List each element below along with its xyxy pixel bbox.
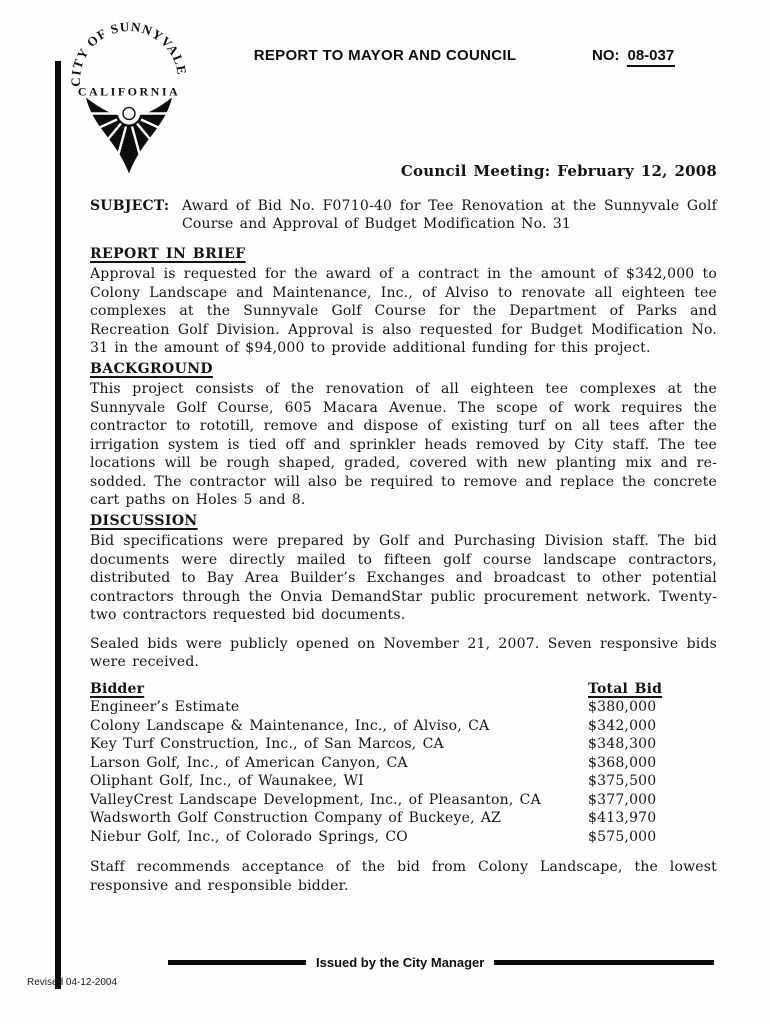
table-row xyxy=(90,772,717,791)
section-background xyxy=(90,360,717,510)
bid-amount: $348,300 xyxy=(588,736,657,752)
bid-amount: $342,000 xyxy=(588,717,657,734)
bidder-name: Niebur Golf, Inc., of Colorado Springs, CO xyxy=(90,828,408,845)
sunnyvale-seal-graphic xyxy=(66,12,192,187)
bid-results-table xyxy=(90,680,717,847)
section-paragraph: Bid specifications were prepared by Golf and Purchasing Division staff. The bid documents were directly mailed to fifteen golf course landscape contractors, distributed to Bay Area Builder’s Exchanges and broadcast to other potential contractors through the Onvia DemandStar public procurement network. Twenty-two contractors requested bid documents. xyxy=(90,533,717,623)
table-row xyxy=(90,791,717,810)
footer-rule-right xyxy=(494,960,714,965)
table-row xyxy=(90,828,717,847)
column-header-bidder: Bidder xyxy=(90,680,145,697)
bid-amount: $413,970 xyxy=(588,810,657,826)
bid-amount: $368,000 xyxy=(588,754,657,771)
council-meeting-line: Council Meeting: February 12, 2008 xyxy=(400,162,717,180)
logo-arc-text: CITY OF SUNNYVALE xyxy=(67,18,190,87)
bid-amount: $377,000 xyxy=(588,791,657,808)
bidder-name: Larson Golf, Inc., of American Canyon, CA xyxy=(90,754,408,771)
bidder-name: ValleyCrest Landscape Development, Inc., of Pleasanton, CA xyxy=(90,791,541,808)
bid-amount: $375,500 xyxy=(588,773,657,789)
document-body xyxy=(90,162,717,895)
issued-by-footer xyxy=(168,955,714,970)
report-number xyxy=(592,47,675,64)
bidder-name: Wadsworth Golf Construction Company of Buckeye, AZ xyxy=(90,810,502,826)
table-row xyxy=(90,698,717,717)
issued-by-text: Issued by the City Manager xyxy=(316,955,485,970)
report-number-value: 08-037 xyxy=(627,47,676,67)
section-paragraph: This project consists of the renovation of all eighteen tee complexes at the Sunnyvale Golf Course, 605 Macara Avenue. The scope of work requires the contractor to rototill, remove and dispose of existing turf on all tees after the irrigation system is tied off and sprinkler heads removed by City staff. The tee locations will be rough shaped, graded, covered with new planting mix and re-sodded. The contractor will also be required to remove and replace the concrete cart paths on Holes 5 and 8. xyxy=(90,381,717,508)
report-number-label: NO: xyxy=(592,47,620,64)
bidder-name: Oliphant Golf, Inc., of Waunakee, WI xyxy=(90,773,364,789)
table-row xyxy=(90,717,717,736)
section-heading: DISCUSSION xyxy=(90,512,198,529)
section-heading: REPORT IN BRIEF xyxy=(90,245,246,262)
subject-line xyxy=(90,197,717,234)
bid-table-header-row xyxy=(90,680,717,699)
subject-text: Award of Bid No. F0710-40 for Tee Renovation at the Sunnyvale Golf Course and Approval of Budget Modification No. 31 xyxy=(182,197,717,232)
bidder-name: Engineer’s Estimate xyxy=(90,699,240,715)
table-row xyxy=(90,735,717,754)
left-border-rule xyxy=(55,61,61,989)
section-paragraph: Sealed bids were publicly opened on November 21, 2007. Seven responsive bids were received. xyxy=(90,635,717,670)
revised-date-text: Revised 04-12-2004 xyxy=(27,977,118,988)
column-header-total-bid: Total Bid xyxy=(588,680,663,697)
bidder-name: Key Turf Construction, Inc., of San Marcos, CA xyxy=(90,736,444,752)
table-row xyxy=(90,754,717,773)
section-discussion xyxy=(90,512,717,672)
footer-rule-left xyxy=(168,960,306,965)
table-row xyxy=(90,809,717,828)
section-heading: BACKGROUND xyxy=(90,360,213,377)
bid-amount: $380,000 xyxy=(588,699,657,715)
bidder-name: Colony Landscape & Maintenance, Inc., of Alviso, CA xyxy=(90,717,490,734)
logo-state-text: CALIFORNIA xyxy=(77,84,181,99)
section-paragraph: Approval is requested for the award of a contract in the amount of $342,000 to Colony Landscape and Maintenance, Inc., of Alviso to renovate all eighteen tee complexes at the Sunnyvale Golf Course for the Department of Parks and Recreation Golf Division. Approval is also requested for Budget Modification No. 31 in the amount of $94,000 to provide additional funding for this project. xyxy=(90,266,717,356)
subject-label: SUBJECT: xyxy=(90,197,170,214)
bid-amount: $575,000 xyxy=(588,828,657,845)
report-title: REPORT TO MAYOR AND COUNCIL xyxy=(253,47,517,64)
recommendation-paragraph: Staff recommends acceptance of the bid from Colony Landscape, the lowest responsive and responsible bidder. xyxy=(90,859,717,894)
section-report-in-brief xyxy=(90,245,717,358)
